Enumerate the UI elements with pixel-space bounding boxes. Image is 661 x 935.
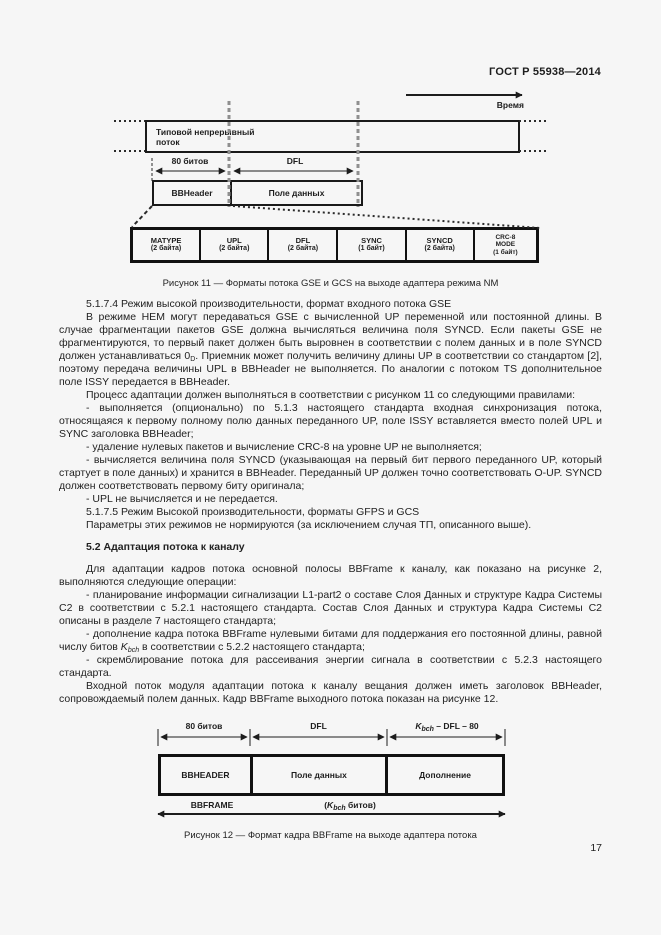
fig12-dim-dfl: DFL [310,721,327,731]
body-text [59,298,602,706]
figure11-caption: Рисунок 11 — Форматы потока GSE и GCS на выходе адаптера режима NM [162,278,499,289]
field-size: (1 байт) [493,248,518,256]
subscript-bch: bch [333,805,346,812]
bits-text: битов) [345,800,376,810]
stream-label-line1: Типовой непрерывный [156,126,255,137]
list-item-l1part2: - планирование информации сигнализации L1-part2 о составе Слоя Данных и структуре Кадра Системы С2 в соответствии с 5.2.1 настоящего стандарта. Состав Слоя Данных и структура Кадра Системы С2 описаны в разделе 7 настоящего стандарта; [59,589,602,627]
fan-line-right [233,206,540,228]
kbch-symbol: K [415,721,422,731]
paragraph-params: Параметры этих режимов не нормируются (за исключением случая ТП, описанного выше). [86,519,532,531]
bbheader-box [152,180,232,206]
subscript-d: D [190,356,196,363]
page-number: 17 [590,842,602,854]
list-item-padding [59,628,602,654]
bbheader-label: BBHeader [171,188,213,198]
data-field-label: Поле данных [291,770,347,780]
field-name: UPL [226,235,242,245]
stream-box [145,120,520,153]
field-name: CRC-8 MODE [495,233,516,249]
field-size: (2 байта) [219,245,250,252]
padding-cell [388,757,502,793]
stream-label-line2: поток [156,136,180,147]
subscript-bch: bch [127,647,140,654]
field-name: SYNCD [426,235,453,245]
heading-5-1-7-4: 5.1.7.4 Режим высокой производительности, формат входного потока GSE [86,298,452,310]
paragraph-bbframe-adaptation: Для адаптации кадров потока основной полосы BBFrame к каналу, как показано на рисунке 2, выполняются следующие операции: [59,563,602,588]
data-field-label: Поле данных [268,188,325,198]
field-dfl [269,230,338,260]
paragraph-text: В режиме HEM могут передаваться GSE с вычисленной UP переменной или постоянной длины. В случае фрагментации пакетов GSE должна вычисляться величина поля SYNCD. Если пакеты GSE не фрагментируются, то первый пакет должен быть выровнен в соответствии с полем данных и в поле SYNCD должен устанавливаться 0 [59,311,602,362]
kbch-bits-label [290,800,410,810]
doc-header: ГОСТ Р 55938—2014 [489,66,601,78]
heading-5-1-7-5: 5.1.7.5 Режим Высокой производительности, форматы GFPS и GCS [86,506,420,518]
field-size: (2 байта) [150,245,182,252]
bbheader-fields-row [130,227,539,263]
field-syncd [407,230,475,260]
bbheader-cell [161,757,253,793]
fig11-dim-80bits: 80 битов [171,156,209,166]
list-item-upl: - UPL не вычисляется и не передается. [86,493,278,505]
fig11-dim-dfl: DFL [286,156,304,166]
bbframe-label: BBFRAME [190,800,234,810]
field-matype [133,230,201,260]
paragraph-input-stream: Входной поток модуля адаптации потока к каналу вещания должен иметь заголовок BBHeader, сопровождаемый полем данных. Кадр BBFrame выходного потока показан на рисунке 12. [59,680,602,705]
field-name: MATYPE [150,235,182,245]
field-crc8-mode [475,230,536,260]
paragraph-text: - дополнение кадра потока BBFrame нулевыми битами для поддержания его постоянной длины, равной числу битов [59,628,602,653]
field-size: (2 байта) [287,245,319,252]
field-size: (2 байта) [424,245,455,252]
bbframe-box [158,754,505,796]
heading-5-2: 5.2 Адаптация потока к каналу [86,541,245,553]
paragraph-hem [59,311,602,389]
list-item-null-packets: - удаление нулевых пакетов и вычисление CRC-8 на уровне UP не выполняется; [86,441,482,453]
fig12-dim-kbch [389,721,505,731]
field-name: SYNC [361,235,382,245]
list-item-scrambling: - скремблирование потока для рассеивания энергии сигнала в соответствии с 5.2.3 настоящего стандарта. [59,654,602,679]
paragraph-adaptation-rules: Процесс адаптации должен выполняться в соответствии с рисунком 11 со следующими правилами: [86,389,576,401]
kbch-symbol: K [327,800,334,810]
field-sync [338,230,406,260]
field-name: DFL [295,235,311,245]
paragraph-text: . Приемник может получить величину длины UP в соответствии со стандартом [2], поэтому передача величины UPL в BBHeader не выполняется. По аналогии с потоком TS дополнительное поле ISSY передается в BBHeader. [59,350,602,388]
dim-text: – DFL – 80 [433,721,479,731]
subscript-bch: bch [421,726,434,733]
data-field-box [230,180,363,206]
fan-line-left [132,206,152,227]
figure12-caption: Рисунок 12 — Формат кадра BBFrame на выходе адаптера потока [184,830,477,841]
fig12-dim-80bits: 80 битов [185,721,223,731]
list-item-syncd: - вычисляется величина поля SYNCD (указывающая на первый бит первого переданного UP, который стартует в поле данных) и хранится в BBHeader. Переданный UP должен точно соответствовать O-UP. SYNCD должен соответствовать первому биту оригинала; [59,454,602,492]
kbch-symbol: K [120,641,128,653]
time-axis-label: Время [496,100,524,110]
list-item-sync: - выполняется (опционально) по 5.1.3 настоящего стандарта входная синхронизация потока, относящаяся к первому полному полю данных переданного UP, поле ISSY вставляется вместо полей UPL и SYNC заголовка BBHeader; [59,402,602,440]
paragraph-text: в соответствии с 5.2.2 настоящего стандарта; [139,641,365,653]
padding-label: Дополнение [419,770,471,780]
paren: ( [324,800,328,810]
bbheader-label: BBHEADER [181,770,230,780]
data-field-cell [253,757,388,793]
field-size: (1 байт) [358,245,385,252]
field-upl [201,230,269,260]
